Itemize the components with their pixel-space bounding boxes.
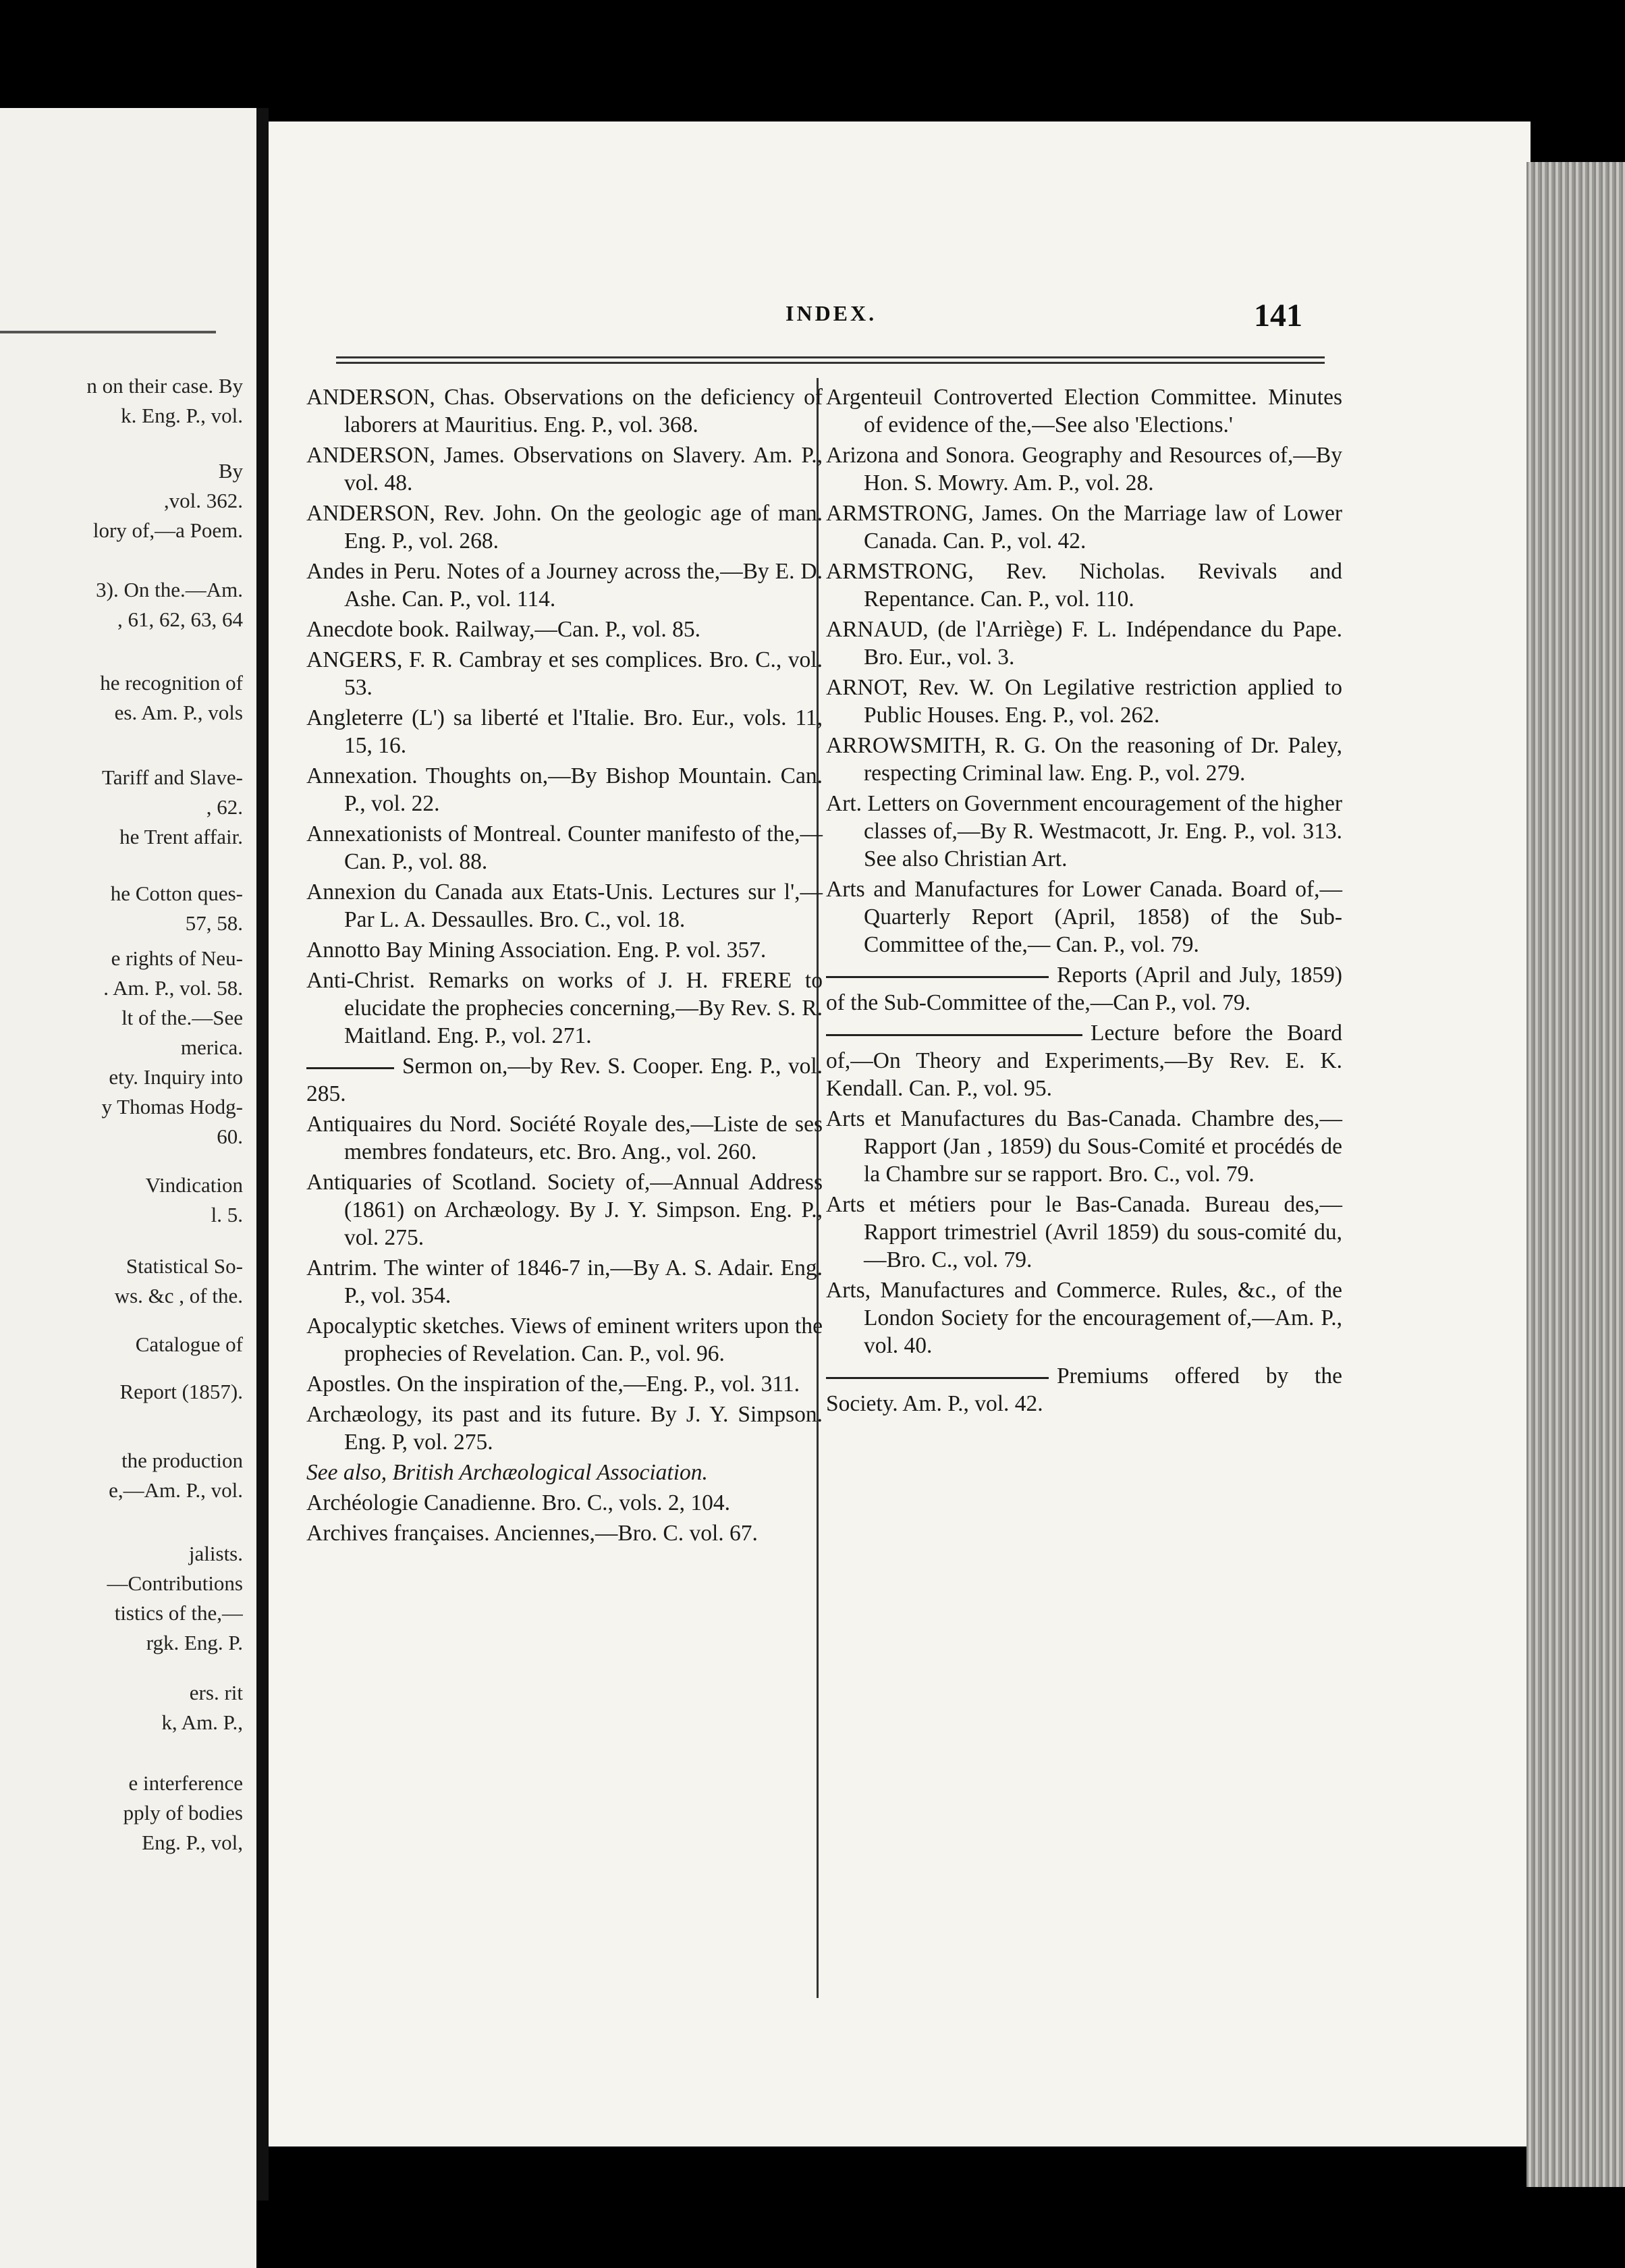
left-fragment-line: 3). On the.—Am. [96, 578, 243, 601]
index-entry: ANDERSON, Chas. Observations on the deficiency of laborers at Mauritius. Eng. P., vol. 368. [306, 385, 823, 437]
left-fragment-line: he Trent affair. [119, 825, 243, 848]
left-fragment-line: Catalogue of [135, 1332, 243, 1356]
index-entry: Annotto Bay Mining Association. Eng. P. vol. 357. [306, 938, 767, 963]
left-fragment-line: , 61, 62, 63, 64 [117, 608, 243, 631]
ditto-dash [826, 1034, 1082, 1036]
index-entry: ARROWSMITH, R. G. On the reasoning of Dr. Paley, respecting Criminal law. Eng. P., vol. 279. [826, 733, 1342, 786]
index-entry: Andes in Peru. Notes of a Journey across the,—By E. D. Ashe. Can. P., vol. 114. [306, 559, 823, 612]
left-fragment-line: —Contributions [107, 1571, 243, 1595]
left-fragment-line: n on their case. By [86, 374, 243, 398]
index-entry: ANDERSON, James. Observations on Slavery. Am. P., vol. 48. [306, 443, 823, 495]
index-entry: Art. Letters on Government encouragement of the higher classes of,—By R. Westmacott, Jr. Eng. P., vol. 313. See also Christian Art. [826, 791, 1342, 871]
page-stack-edge [1526, 162, 1625, 2187]
index-entry: Antiquaries of Scotland. Society of,—Annual Address (1861) on Archæology. By J. Y. Simpson. Eng. P., vol. 275. [306, 1170, 823, 1250]
index-subentry [826, 1019, 1342, 1102]
header-rule-top [336, 356, 1325, 358]
left-fragment-line: es. Am. P., vols [114, 701, 243, 724]
left-fragment-line: Tariff and Slave- [101, 765, 243, 789]
left-fragment-line: merica. [180, 1035, 243, 1059]
index-entry: Anti-Christ. Remarks on works of J. H. FRERE to elucidate the prophecies concerning,—By Rev. S. R. Maitland. Eng. P., vol. 271. [306, 968, 823, 1048]
left-fragment-line: the production [121, 1449, 243, 1472]
index-entry: Antrim. The winter of 1846-7 in,—By A. S. Adair. Eng. P., vol. 354. [306, 1256, 823, 1308]
index-column-right [826, 383, 1342, 1420]
index-entry: ARMSTRONG, James. On the Marriage law of Lower Canada. Can. P., vol. 42. [826, 501, 1342, 554]
index-entry: Apostles. On the inspiration of the,—Eng. P., vol. 311. [306, 1372, 800, 1397]
index-cross-reference: See also, British Archæological Association. [306, 1460, 708, 1485]
left-fragment-line: ers. rit [189, 1681, 243, 1704]
left-fragment-line: he Cotton ques- [110, 882, 243, 905]
running-head: INDEX. [786, 301, 877, 325]
index-entry: Arts et métiers pour le Bas-Canada. Bureau des,—Rapport trimestriel (Avril 1859) du sous-comité du,—Bro. C., vol. 79. [826, 1192, 1342, 1272]
index-subentry [826, 961, 1342, 1017]
left-fragment-line: ,vol. 362. [163, 489, 243, 512]
book-gutter [256, 108, 269, 2200]
index-subentry-text: Reports (April and July, 1859) of the Sub-Committee of the,—Can P., vol. 79. [826, 963, 1342, 1015]
index-entry: Anecdote book. Railway,—Can. P., vol. 85. [306, 617, 701, 642]
index-entry: ARNOT, Rev. W. On Legilative restriction applied to Public Houses. Eng. P., vol. 262. [826, 675, 1342, 728]
index-entry: Arizona and Sonora. Geography and Resources of,—By Hon. S. Mowry. Am. P., vol. 28. [826, 443, 1342, 495]
left-fragment-line: e,—Am. P., vol. [109, 1478, 243, 1502]
left-fragment-line: tistics of the,— [114, 1601, 243, 1625]
page-header [269, 297, 1531, 344]
header-rule-bottom [336, 362, 1325, 364]
left-fragment-line: rgk. Eng. P. [146, 1631, 243, 1654]
index-subentry [826, 1362, 1342, 1418]
left-fragment-line: , 62. [206, 795, 243, 819]
ditto-dash [826, 976, 1049, 978]
left-fragment-line: lory of,—a Poem. [92, 518, 243, 542]
index-entry: Apocalyptic sketches. Views of eminent writers upon the prophecies of Revelation. Can. P., vol. 96. [306, 1314, 823, 1366]
left-fragment-line: Vindication [145, 1173, 243, 1197]
index-entry: ANDERSON, Rev. John. On the geologic age of man. Eng. P., vol. 268. [306, 501, 823, 554]
left-fragment-line: Report (1857). [119, 1380, 243, 1403]
index-entry: Archives françaises. Anciennes,—Bro. C. vol. 67. [306, 1521, 758, 1546]
left-fragment-line: k. Eng. P., vol. [121, 404, 243, 427]
left-fragment-line: k, Am. P., [161, 1710, 243, 1734]
left-fragment-line: 60. [217, 1125, 243, 1148]
index-column-left [306, 383, 823, 1550]
left-fragment-line: ety. Inquiry into [109, 1065, 243, 1089]
index-entry: Annexationists of Montreal. Counter manifesto of the,—Can. P., vol. 88. [306, 821, 823, 874]
left-fragment-line: Statistical So- [126, 1254, 243, 1278]
left-fragment-line: jalists. [188, 1542, 243, 1565]
index-entry: Arts et Manufactures du Bas-Canada. Chambre des,—Rapport (Jan , 1859) du Sous-Comité et procédés de la Chambre sur se rapport. Bro. C., vol. 79. [826, 1106, 1342, 1187]
page-number: 141 [1254, 298, 1302, 333]
index-entry: Arts and Manufactures for Lower Canada. Board of,— Quarterly Report (April, 1858) of the Sub-Committee of the,— Can. P., vol. 79. [826, 877, 1342, 957]
ditto-dash [826, 1377, 1049, 1379]
left-fragment-line: y Thomas Hodg- [101, 1095, 243, 1118]
index-entry: Arts, Manufactures and Commerce. Rules, &c., of the London Society for the encouragement of,—Am. P., vol. 40. [826, 1278, 1342, 1358]
left-fragment-line: e interference [128, 1771, 243, 1795]
index-page [269, 122, 1531, 2146]
left-fragment-line: lt of the.—See [121, 1006, 243, 1029]
left-fragment-line: e rights of Neu- [111, 946, 243, 970]
left-fragment-line: he recognition of [100, 671, 243, 695]
index-entry: ARMSTRONG, Rev. Nicholas. Revivals and Repentance. Can. P., vol. 110. [826, 559, 1342, 612]
left-fragment-line: pply of bodies [123, 1801, 243, 1825]
index-subentry-text: Lecture before the Board of,—On Theory and Experiments,—By Rev. E. K. Kendall. Can. P., vol. 95. [826, 1021, 1342, 1101]
index-subentry-text: Premiums offered by the Society. Am. P., vol. 42. [826, 1364, 1342, 1416]
left-fragment-line: By [218, 459, 243, 483]
index-entry: Antiquaires du Nord. Société Royale des,—Liste de ses membres fondateurs, etc. Bro. Ang., vol. 260. [306, 1112, 823, 1164]
index-entry: Angleterre (L') sa liberté et l'Italie. Bro. Eur., vols. 11, 15, 16. [306, 705, 823, 758]
left-page-fragment [0, 108, 256, 2268]
index-entry: ARNAUD, (de l'Arriège) F. L. Indépendance du Pape. Bro. Eur., vol. 3. [826, 617, 1342, 670]
left-fragment-line: 57, 58. [185, 911, 243, 935]
index-entry: Argenteuil Controverted Election Committee. Minutes of evidence of the,—See also 'Elections.' [826, 385, 1342, 437]
index-entry: ANGERS, F. R. Cambray et ses complices. Bro. C., vol. 53. [306, 647, 823, 700]
left-fragment-line: . Am. P., vol. 58. [103, 976, 243, 1000]
index-entry: Archæology, its past and its future. By J. Y. Simpson. Eng. P, vol. 275. [306, 1402, 823, 1455]
index-subentry [306, 1052, 823, 1108]
ditto-dash [306, 1067, 394, 1069]
index-entry: Archéologie Canadienne. Bro. C., vols. 2, 104. [306, 1490, 731, 1515]
index-entry: Annexation. Thoughts on,—By Bishop Mountain. Can. P., vol. 22. [306, 763, 823, 816]
index-entry: Annexion du Canada aux Etats-Unis. Lectures sur l',—Par L. A. Dessaulles. Bro. C., vol. 18. [306, 880, 823, 932]
left-fragment-line: l. 5. [211, 1203, 243, 1226]
left-fragment-line: ws. &c , of the. [114, 1284, 243, 1307]
left-page-rule [0, 331, 216, 333]
left-fragment-line: Eng. P., vol, [142, 1831, 243, 1854]
index-subentry-text: Sermon on,—by Rev. S. Cooper. Eng. P., vol. 285. [306, 1054, 823, 1106]
